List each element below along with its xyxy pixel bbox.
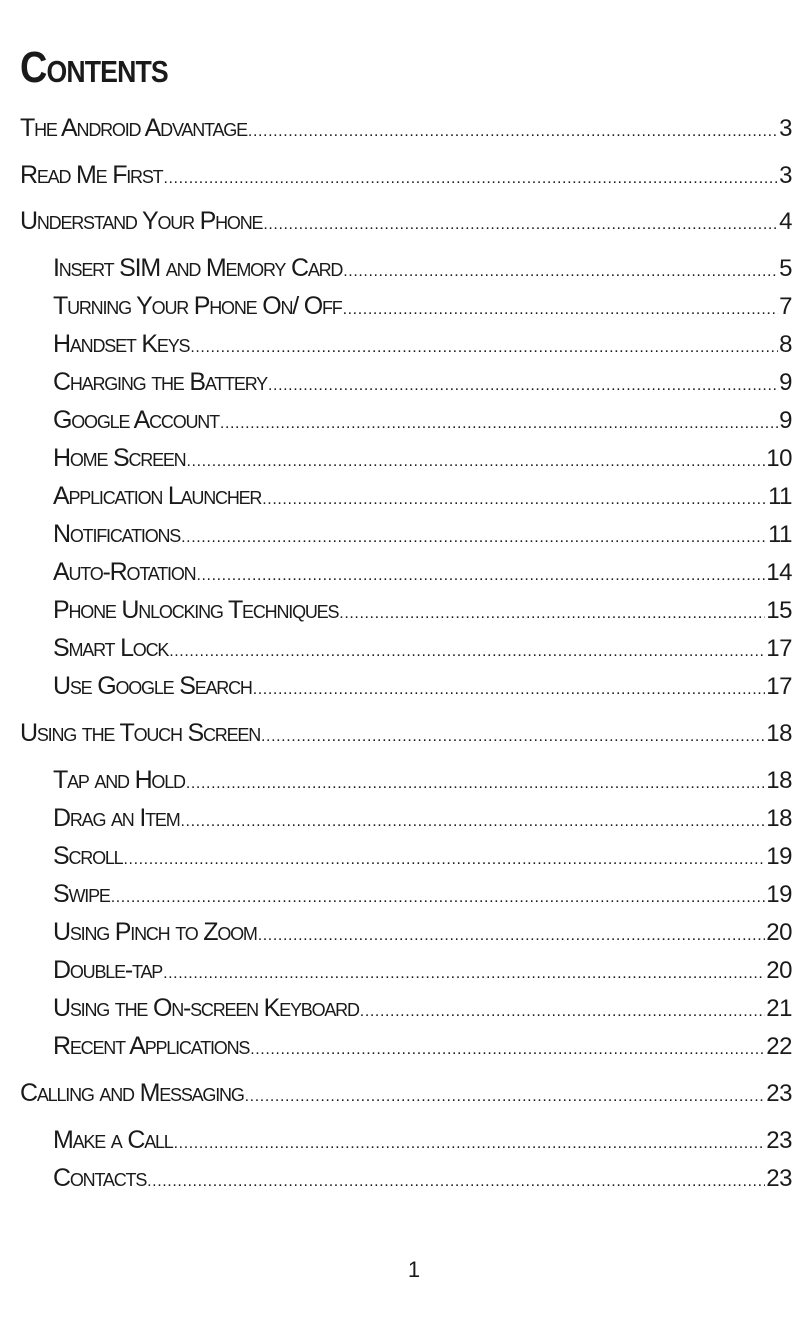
- toc-entry-label: Turning Your Phone On/ Off: [53, 292, 342, 320]
- toc-dot-leader: [261, 722, 765, 752]
- toc-dot-leader: [196, 561, 765, 591]
- toc-entry-page: 9: [779, 369, 792, 396]
- toc-entry-page: 22: [766, 1033, 792, 1060]
- toc-entry-page: 15: [766, 597, 792, 624]
- toc-entry-label: Recent Applications: [53, 1032, 250, 1060]
- toc-dot-leader: [169, 637, 765, 667]
- toc-entry-label: Handset Keys: [53, 330, 190, 358]
- toc-entry-label: Notifications: [53, 520, 181, 548]
- toc-entry[interactable]: [53, 291, 792, 321]
- toc-entry[interactable]: [53, 841, 792, 871]
- toc-entry-page: 9: [779, 407, 792, 434]
- toc-entry[interactable]: [53, 1031, 792, 1061]
- toc-entry-page: 18: [766, 805, 792, 832]
- toc-entry-page: 3: [779, 162, 792, 189]
- toc-entry[interactable]: [20, 206, 792, 236]
- toc-entry-label: Double-tap: [53, 956, 163, 984]
- toc-entry[interactable]: [53, 443, 792, 473]
- toc-entry-page: 3: [779, 115, 792, 142]
- toc-entry[interactable]: [53, 917, 792, 947]
- toc-dot-leader: [360, 997, 766, 1027]
- toc-dot-leader: [245, 1082, 766, 1112]
- toc-entry-label: Insert SIM and Memory Card: [53, 254, 343, 282]
- toc-entry-page: 17: [766, 673, 792, 700]
- toc-dot-leader: [253, 675, 766, 705]
- toc-entry-label: Understand Your Phone: [20, 207, 263, 235]
- toc-entry-page: 20: [766, 919, 792, 946]
- toc-entry-label: Charging the Battery: [53, 368, 267, 396]
- toc-dot-leader: [248, 117, 778, 147]
- toc-entry-page: 20: [766, 957, 792, 984]
- toc-dot-leader: [258, 921, 766, 951]
- toc-entry[interactable]: [53, 879, 792, 909]
- toc-entry[interactable]: [53, 1163, 792, 1193]
- toc-entry[interactable]: [20, 160, 792, 190]
- toc-entry-page: 7: [779, 293, 792, 320]
- toc-entry-page: 23: [766, 1080, 792, 1107]
- toc-entry[interactable]: [53, 329, 792, 359]
- toc-entry-label: Read Me First: [20, 161, 163, 189]
- toc-entry-label: Use Google Search: [53, 672, 252, 700]
- toc-entry[interactable]: [53, 481, 792, 511]
- toc-dot-leader: [268, 371, 778, 401]
- toc-entry-label: Google Account: [53, 406, 219, 434]
- toc-entry-page: 18: [766, 720, 792, 747]
- toc-entry-label: Using the Touch Screen: [20, 719, 260, 747]
- toc-entry-label: Tap and Hold: [53, 766, 185, 794]
- toc-entry[interactable]: [53, 803, 792, 833]
- toc-entry[interactable]: [53, 633, 792, 663]
- toc-entry[interactable]: [53, 405, 792, 435]
- toc-entry-label: Phone Unlocking Techniques: [53, 596, 339, 624]
- toc-entry-page: 4: [779, 208, 792, 235]
- toc-entry-page: 19: [766, 881, 792, 908]
- toc-entry[interactable]: [53, 1125, 792, 1155]
- toc-entry-page: 23: [766, 1165, 792, 1192]
- toc-entry-label: Drag an Item: [53, 804, 180, 832]
- toc-entry-label: Auto-Rotation: [53, 558, 196, 586]
- toc-entry-label: The Android Advantage: [20, 114, 247, 142]
- toc-dot-leader: [250, 1035, 765, 1065]
- toc-entry-label: Application Launcher: [53, 482, 262, 510]
- toc-dot-leader: [174, 1129, 766, 1159]
- toc-entry[interactable]: [53, 765, 792, 795]
- toc-dot-leader: [262, 485, 767, 515]
- page-title: Contents: [20, 43, 168, 92]
- toc-entry-label: Using Pinch to Zoom: [53, 918, 257, 946]
- toc-entry[interactable]: [53, 955, 792, 985]
- toc-entry[interactable]: [53, 671, 792, 701]
- toc-entry[interactable]: [53, 595, 792, 625]
- toc-entry-page: 23: [766, 1127, 792, 1154]
- toc-dot-leader: [339, 599, 765, 629]
- toc-entry-page: 17: [766, 635, 792, 662]
- toc-dot-leader: [111, 883, 766, 913]
- toc-entry[interactable]: [53, 519, 792, 549]
- toc-entry[interactable]: [53, 557, 792, 587]
- toc-entry-page: 8: [779, 331, 792, 358]
- toc-dot-leader: [187, 447, 766, 477]
- toc-entry-label: Scroll: [53, 842, 123, 870]
- toc-dot-leader: [220, 409, 778, 439]
- toc-dot-leader: [186, 769, 765, 799]
- toc-entry-label: Calling and Messaging: [20, 1079, 244, 1107]
- toc-dot-leader: [343, 257, 778, 287]
- toc-entry-page: 5: [779, 255, 792, 282]
- toc-entry[interactable]: [53, 367, 792, 397]
- toc-dot-leader: [181, 523, 767, 553]
- toc-entry-page: 19: [766, 843, 792, 870]
- toc-entry-page: 11: [768, 521, 792, 548]
- toc-entry-label: Swipe: [53, 880, 110, 908]
- toc-entry-page: 21: [766, 995, 792, 1022]
- toc-entry-page: 14: [766, 559, 792, 586]
- toc-dot-leader: [343, 295, 779, 325]
- toc-entry[interactable]: [53, 253, 792, 283]
- toc-entry-page: 11: [768, 483, 792, 510]
- toc-entry[interactable]: [20, 718, 792, 748]
- toc-entry[interactable]: [53, 993, 792, 1023]
- toc-dot-leader: [163, 164, 778, 194]
- toc-dot-leader: [124, 845, 766, 875]
- toc-dot-leader: [263, 210, 778, 240]
- toc-dot-leader: [190, 333, 778, 363]
- toc-dot-leader: [147, 1167, 765, 1197]
- toc-entry[interactable]: [20, 1078, 792, 1108]
- toc-entry-page: 10: [766, 445, 792, 472]
- toc-entry-label: Make a Call: [53, 1126, 173, 1154]
- toc-entry-label: Home Screen: [53, 444, 186, 472]
- toc-dot-leader: [163, 959, 765, 989]
- toc-entry-label: Contacts: [53, 1164, 147, 1192]
- toc-entry-label: Using the On-screen Keyboard: [53, 994, 359, 1022]
- page-number: 1: [407, 1257, 421, 1282]
- toc-entry[interactable]: [20, 113, 792, 143]
- toc-entry-label: Smart Lock: [53, 634, 169, 662]
- toc-dot-leader: [181, 807, 766, 837]
- toc-entry-page: 18: [766, 767, 792, 794]
